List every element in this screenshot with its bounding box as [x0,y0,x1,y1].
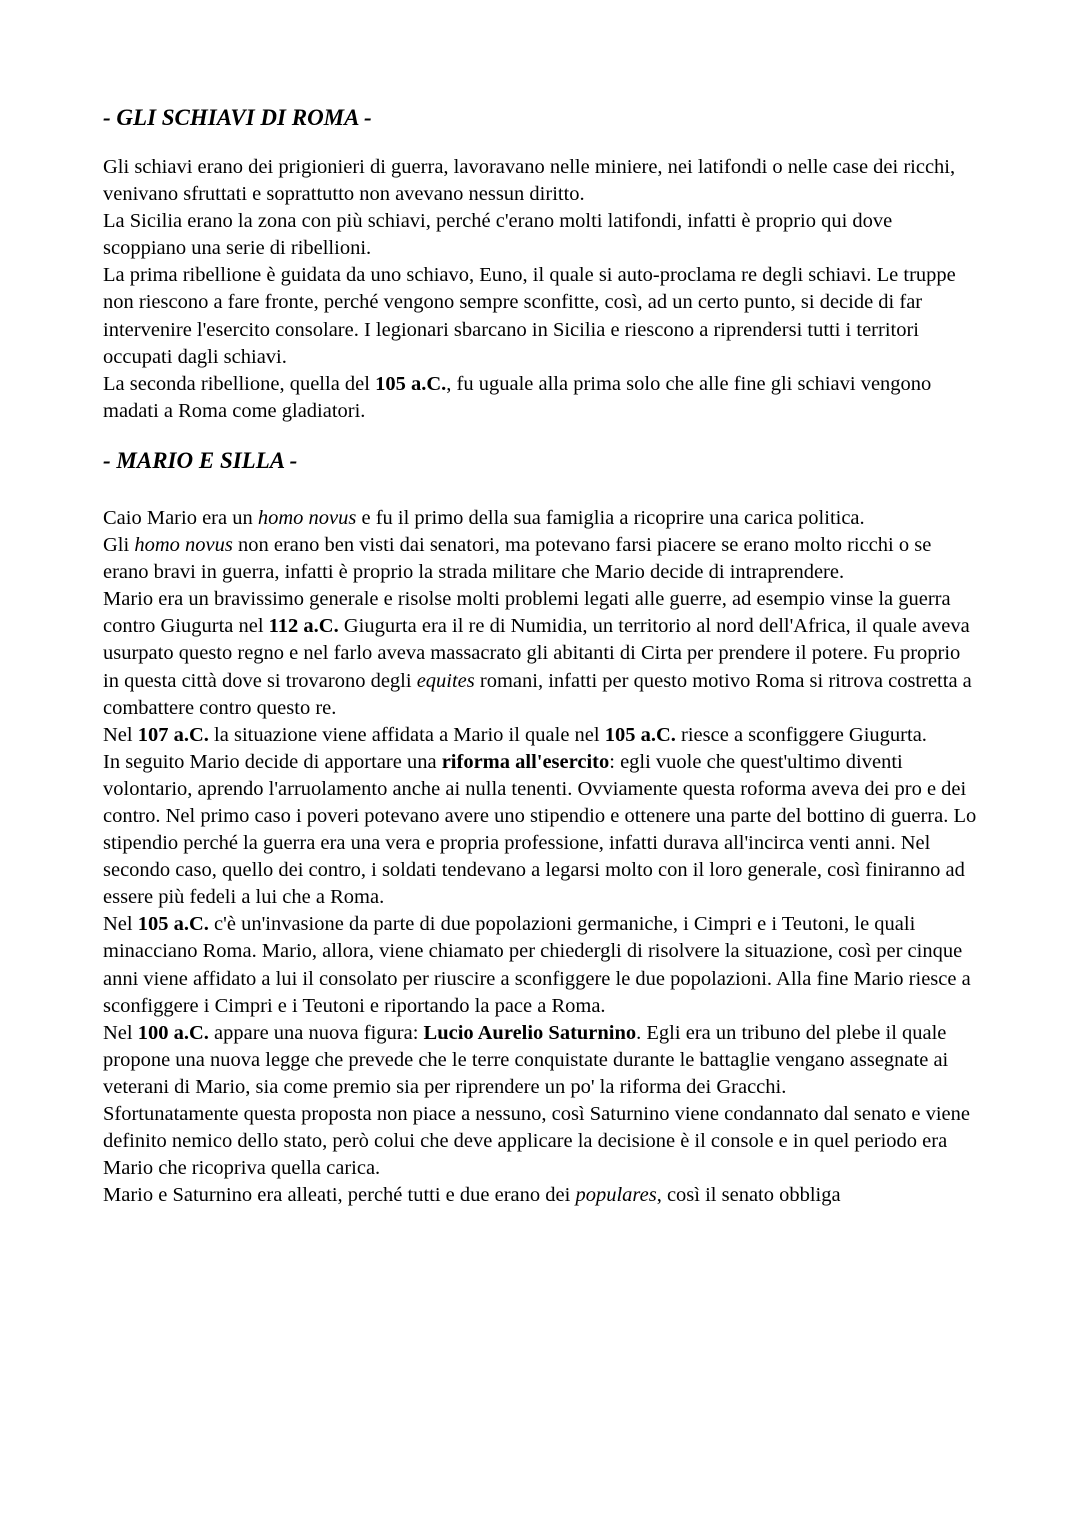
date-bold: 107 a.C. [137,723,209,746]
italic-term: equites [416,669,475,692]
bold-term: riforma all'esercito [441,750,610,773]
text-run: , fu uguale alla prima solo che alle fine gli schiavi vengono madati a Roma come gladiatori. [103,372,932,422]
text-run: Mario e Saturnino era alleati, perché tutti e due erano dei [103,1184,576,1207]
date-bold: 100 a.C. [137,1021,209,1044]
paragraph [103,1182,978,1209]
text-run: Mario era un bravissimo generale e risolse molti problemi legati alle guerre, ad esempio vinse la guerra contro Giugurta nel [103,588,951,638]
paragraph: La prima ribellione è guidata da uno schiavo, Euno, il quale si auto-proclama re degli schiavi. Le truppe non riescono a fare fronte, perché vengono sempre sconfitte, così, ad un certo punto, si decide di far intervenire l'esercito consolare. I legionari sbarcano in Sicilia e riescono a riprendersi tutti i territori occupati dagli schiavi. [103,264,956,368]
text-run: non erano ben visti dai senatori, ma potevano farsi piacere se erano molto ricchi o se erano bravi in guerra, infatti è proprio la strada militare che Mario decide di intraprendere. [103,534,932,584]
paragraph: Gli schiavi erano dei prigionieri di guerra, lavoravano nelle miniere, nei latifondi o nelle case dei ricchi, venivano sfruttati e soprattutto non avevano nessun diritto. [103,156,956,206]
italic-term: populares [575,1184,657,1207]
paragraph [103,371,978,425]
text-run: Nel [103,723,138,746]
italic-term: homo novus [257,506,357,529]
paragraph: La Sicilia erano la zona con più schiavi, perché c'erano molti latifondi, infatti è proprio qui dove scoppiano una serie di ribellioni. [103,210,893,260]
paragraph: Sfortunatamente questa proposta non piace a nessuno, così Saturnino viene condannato dal senato e viene definito nemico dello stato, però colui che deve applicare la decisione è il console e in quel periodo era Mario che ricopriva quella carica. [103,1103,971,1180]
date-bold: 112 a.C. [268,615,339,638]
text-run: In seguito Mario decide di apportare una [103,750,442,773]
text-run: : egli vuole che quest'ultimo diventi volontario, aprendo l'arruolamento anche ai nulla tenenti. Ovviamente questa roforma aveva dei pro e dei contro. Nel primo caso i poveri potevano avere uno stipendio e ottenere una parte del bottino di guerra. Lo stipendio perché la guerra era una vera e propria professione, infatti durava all'incirca venti anni. Nel secondo caso, quello dei contro, i soldati tendevano a legarsi molto con il loro generale, così finiranno ad essere più fedeli a lui che a Roma. [103,750,977,909]
text-run: . Egli era un tribuno del plebe il quale propone una nuova legge che prevede che le terre conquistate durante le battaglie vengano assegnate ai veterani di Mario, sia come premio sia per riprendere un po' la riforma dei Gracchi. [103,1021,949,1098]
paragraph [103,911,978,1019]
text-run: appare una nuova figura: [208,1021,424,1044]
paragraph [103,722,978,749]
text-run: La seconda ribellione, quella del [103,372,376,395]
section-body-mario-silla [103,505,978,1209]
paragraph [103,586,978,721]
text-run: , così il senato obbliga [656,1184,841,1207]
paragraph [103,749,978,912]
bold-name: Lucio Aurelio Saturnino [423,1021,637,1044]
date-bold: 105 a.C. [137,913,209,936]
text-run: riesce a sconfiggere Giugurta. [675,723,927,746]
text-run: Nel [103,913,138,936]
section-heading-mario-silla: - MARIO E SILLA - [103,447,298,473]
section-body-schiavi [103,154,978,425]
text-run: Nel [103,1021,138,1044]
text-run: Gli [103,534,135,557]
date-bold: 105 a.C. [604,723,676,746]
document-page [103,100,978,1209]
paragraph [103,1020,978,1101]
text-run: e fu il primo della sua famiglia a ricoprire una carica politica. [356,506,865,529]
section-heading-schiavi: - GLI SCHIAVI DI ROMA - [103,105,372,130]
text-run: c'è un'invasione da parte di due popolazioni germaniche, i Cimpri e i Teutoni, le quali minacciano Roma. Mario, allora, viene chiamato per chiedergli di risolvere la situazione, così per cinque anni viene affidato a lui il consolato per riuscire a sconfiggere le due popolazioni. Alla fine Mario riesce a sconfiggere i Cimpri e i Teutoni e riportando la pace a Roma. [103,913,971,1017]
text-run: la situazione viene affidata a Mario il quale nel [208,723,605,746]
paragraph [103,505,978,532]
date-bold: 105 a.C. [375,372,447,395]
text-run: Giugurta era il re di Numidia, un territorio al nord dell'Africa, il quale aveva usurpato questo regno e nel farlo aveva massacrato gli abitanti di Cirta per prendere il potere. Fu proprio in questa città dove si trovarono degli [103,615,970,692]
text-run: Caio Mario era un [103,506,258,529]
text-run: romani, infatti per questo motivo Roma si ritrova costretta a combattere contro questo re. [103,669,972,719]
italic-term: homo novus [134,534,233,557]
paragraph [103,532,978,586]
